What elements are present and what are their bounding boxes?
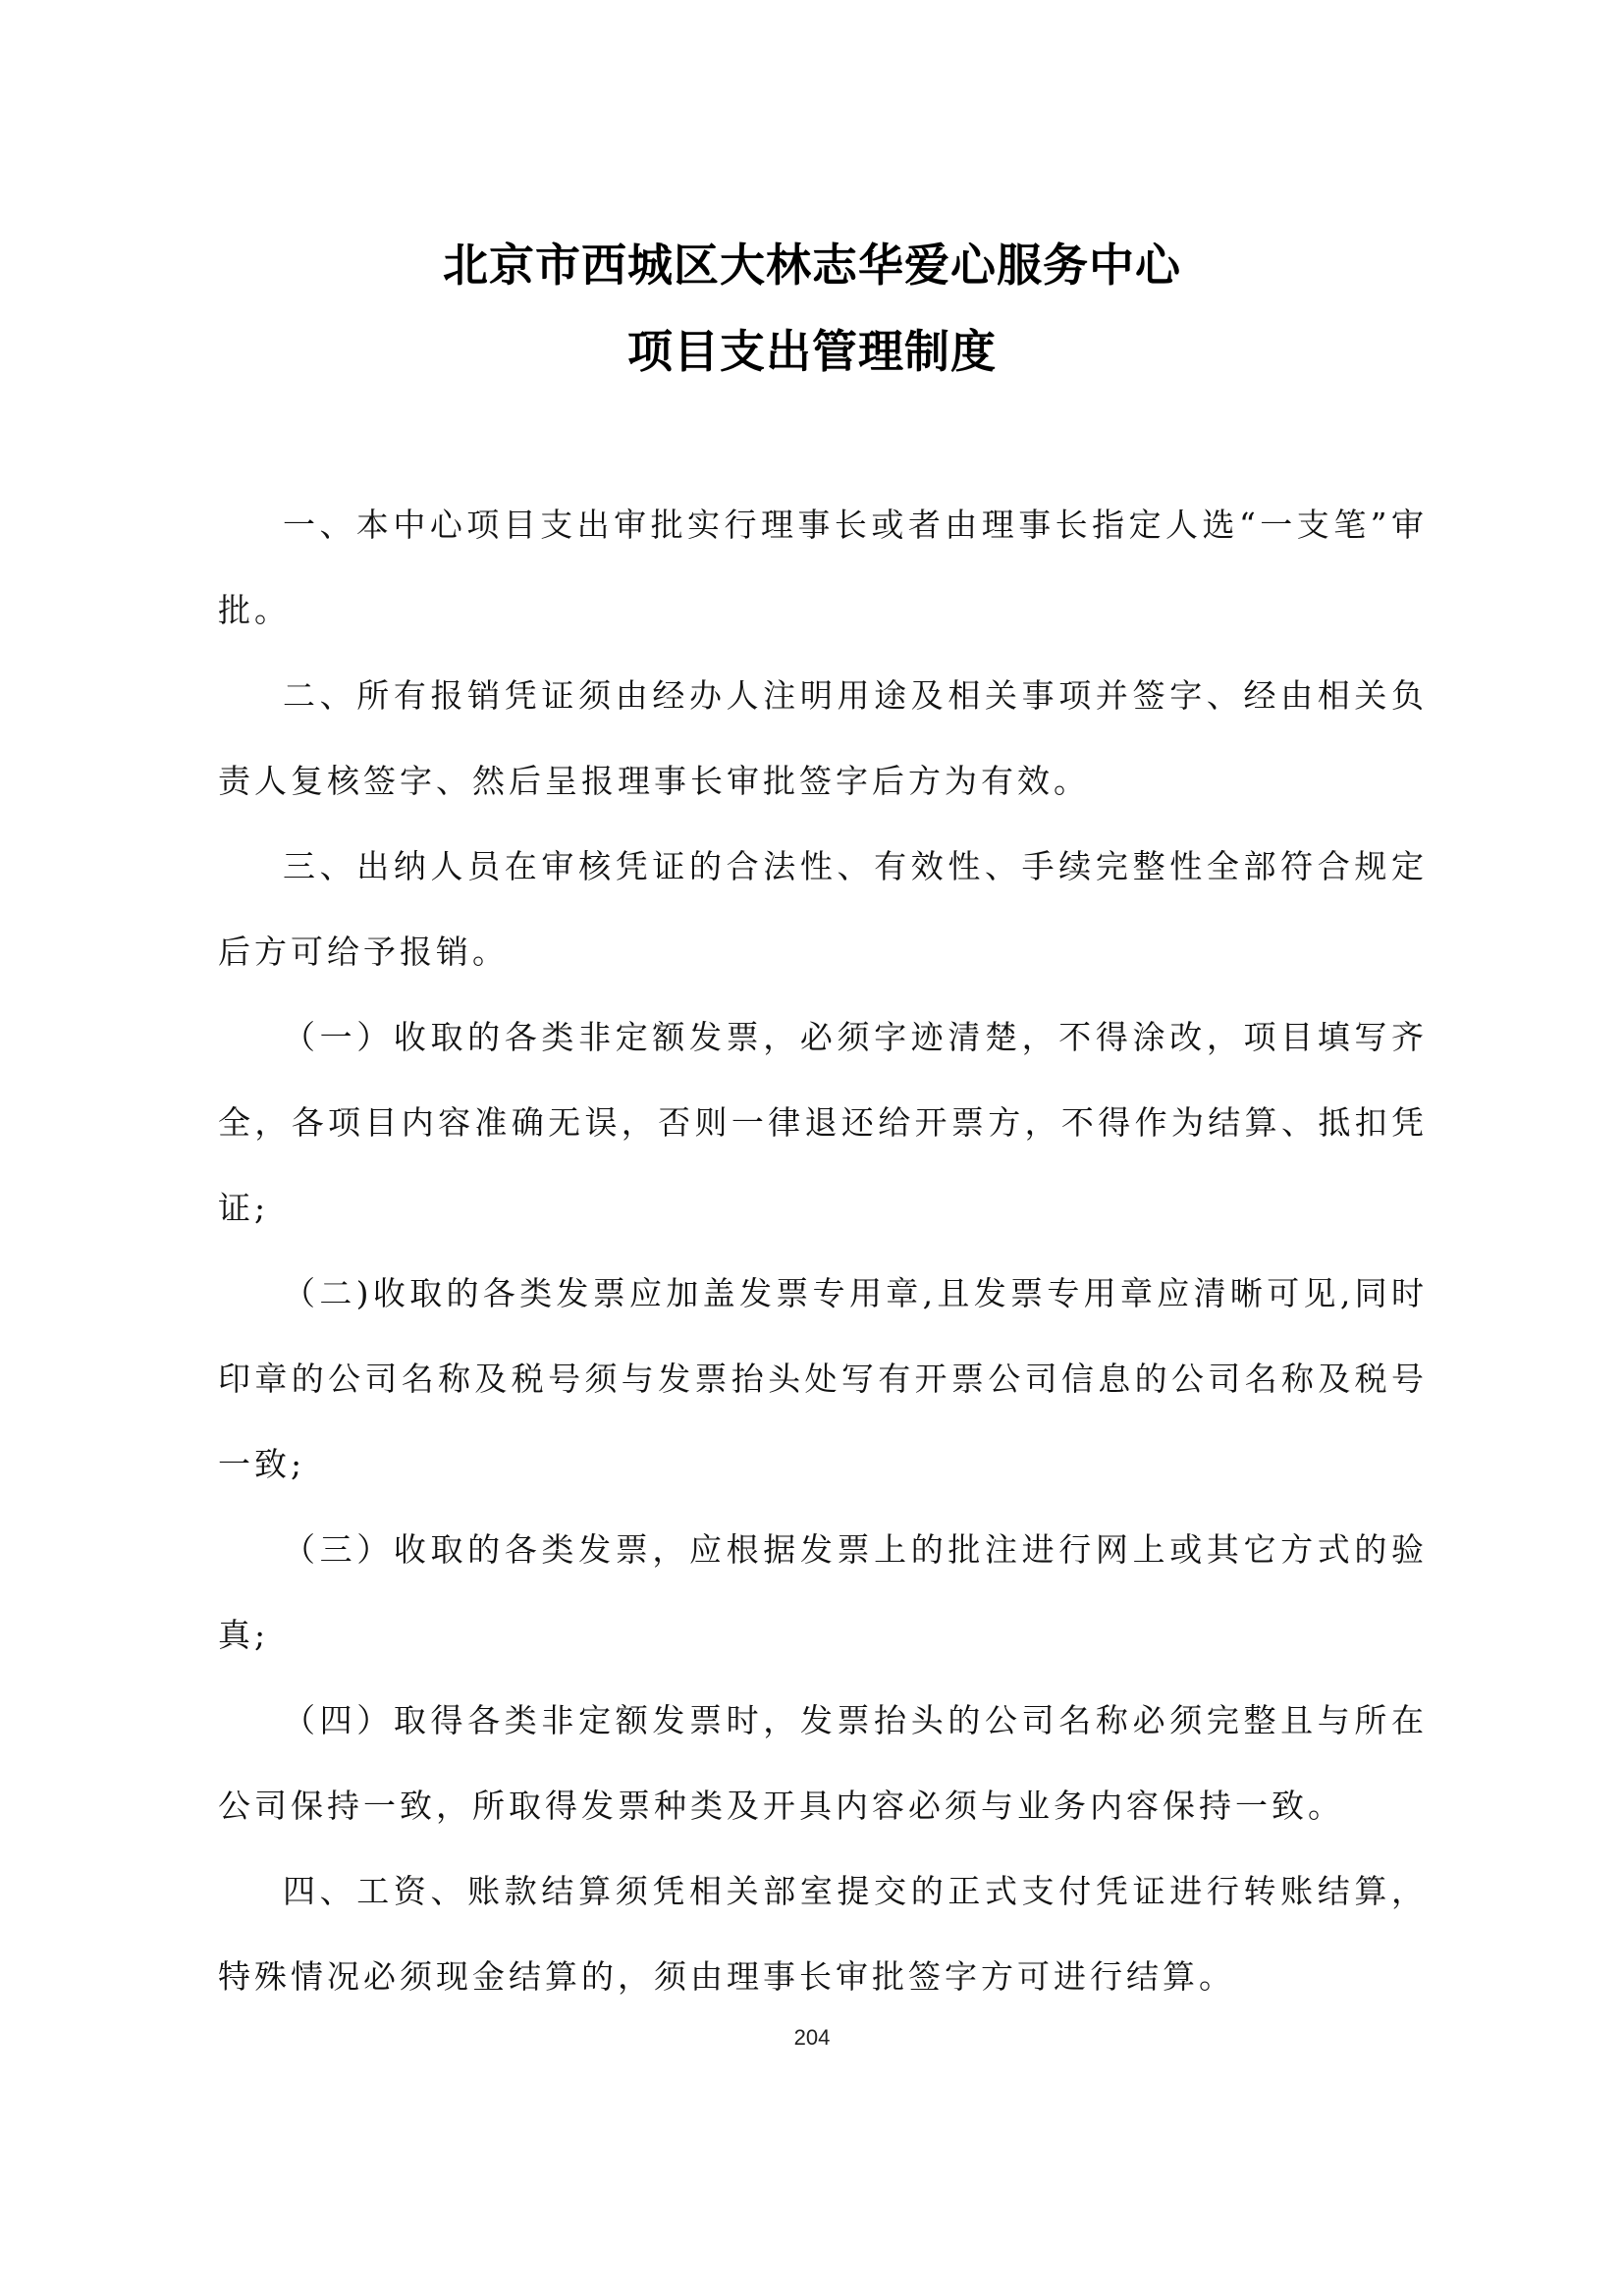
paragraph-subitem-1: （一）收取的各类非定额发票，必须字迹清楚，不得涂改，项目填写齐全，各项目内容准确无误，否则一律退还给开票方，不得作为结算、抵扣凭证; <box>218 1018 1428 1227</box>
paragraph-reimbursement-vouchers: 二、所有报销凭证须由经办人注明用途及相关事项并签字、经由相关负责人复核签字、然后呈报理事长审批签字后方为有效。 <box>218 676 1428 800</box>
paragraph-subitem-2: （二)收取的各类发票应加盖发票专用章,且发票专用章应清晰可见,同时印章的公司名称及税号须与发票抬头处写有开票公司信息的公司名称及税号一致; <box>218 1274 1428 1483</box>
document-title <box>0 222 1624 395</box>
paragraph-approval: 一、本中心项目支出审批实行理事长或者由理事长指定人选“一支笔”审批。 <box>218 506 1428 629</box>
paragraph-subitem-3: （三）收取的各类发票，应根据发票上的批注进行网上或其它方式的验真; <box>218 1530 1428 1654</box>
page-number: 204 <box>793 2025 831 2050</box>
paragraph-settlement: 四、工资、账款结算须凭相关部室提交的正式支付凭证进行转账结算，特殊情况必须现金结算的，须由理事长审批签字方可进行结算。 <box>218 1872 1428 1996</box>
paragraph-subitem-4: （四）取得各类非定额发票时，发票抬头的公司名称必须完整且与所在公司保持一致，所取得发票种类及开具内容必须与业务内容保持一致。 <box>218 1701 1428 1825</box>
paragraph-cashier-review: 三、出纳人员在审核凭证的合法性、有效性、手续完整性全部符合规定后方可给予报销。 <box>218 847 1428 971</box>
document-body <box>218 482 1428 2019</box>
title-line-organization: 北京市西城区大林志华爱心服务中心 <box>443 239 1181 292</box>
title-line-subject: 项目支出管理制度 <box>627 325 997 378</box>
